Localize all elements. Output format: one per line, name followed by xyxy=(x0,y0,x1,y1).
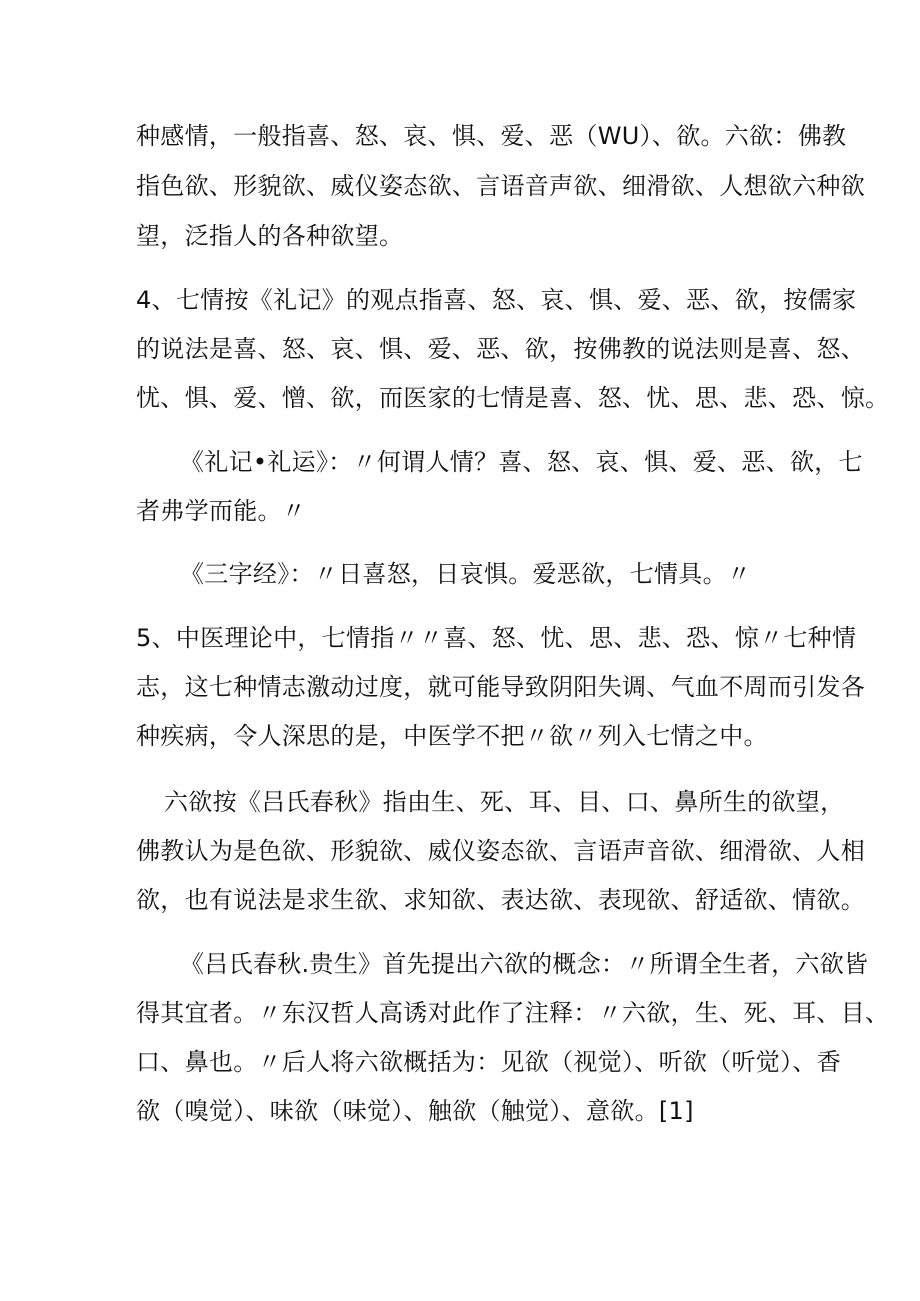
text-line: 指色欲、形貌欲、威仪姿态欲、言语音声欲、细滑欲、人想欲六种欲 xyxy=(136,172,865,200)
text-line: 种疾病，令人深思的是，中医学不把〃欲〃列入七情之中。 xyxy=(136,722,768,750)
text-line: 佛教认为是色欲、形貌欲、威仪姿态欲、言语声音欲、细滑欲、人相 xyxy=(136,837,865,865)
text-line: 《吕氏春秋.贵生》首先提出六欲的概念：〃所谓全生者，六欲皆 xyxy=(180,950,869,978)
text-line: 望，泛指人的各种欲望。 xyxy=(136,222,404,250)
text-line: 欲（嗅觉）、味欲（味觉）、触欲（触觉）、意欲。[1] xyxy=(136,1097,694,1125)
text-line: 《三字经》：〃日喜怒，日哀惧。爱恶欲，七情具。〃 xyxy=(180,560,752,588)
text-line: 忧、惧、爱、憎、欲，而医家的七情是喜、怒、忧、思、悲、恐、惊。 xyxy=(136,384,890,412)
text-line: 得其宜者。〃东汉哲人高诱对此作了注释：〃六欲，生、死、耳、目、 xyxy=(136,999,890,1027)
text-line: 者弗学而能。〃 xyxy=(136,497,307,525)
text-line: 六欲按《吕氏春秋》指由生、死、耳、目、口、鼻所生的欲望， xyxy=(164,788,845,816)
text-line: 5、中医理论中，七情指〃〃喜、怒、忧、思、悲、恐、惊〃七种情 xyxy=(136,624,857,652)
text-line: 的说法是喜、怒、哀、惧、爱、恶、欲，按佛教的说法则是喜、怒、 xyxy=(136,335,865,363)
text-line: 志，这七种情志激动过度，就可能导致阴阳失调、气血不周而引发各 xyxy=(136,673,865,701)
text-line: 口、鼻也。〃后人将六欲概括为：见欲（视觉）、听欲（听觉）、香 xyxy=(136,1048,841,1076)
text-line: 《礼记•礼运》：〃何谓人情？喜、怒、哀、惧、爱、恶、欲，七 xyxy=(180,448,863,476)
text-line: 欲，也有说法是求生欲、求知欲、表达欲、表现欲、舒适欲、情欲。 xyxy=(136,886,865,914)
text-line: 4、七情按《礼记》的观点指喜、怒、哀、惧、爱、恶、欲，按儒家 xyxy=(136,286,857,314)
text-line: 种感情，一般指喜、怒、哀、惧、爱、恶（WU）、欲。六欲：佛教 xyxy=(136,122,847,150)
